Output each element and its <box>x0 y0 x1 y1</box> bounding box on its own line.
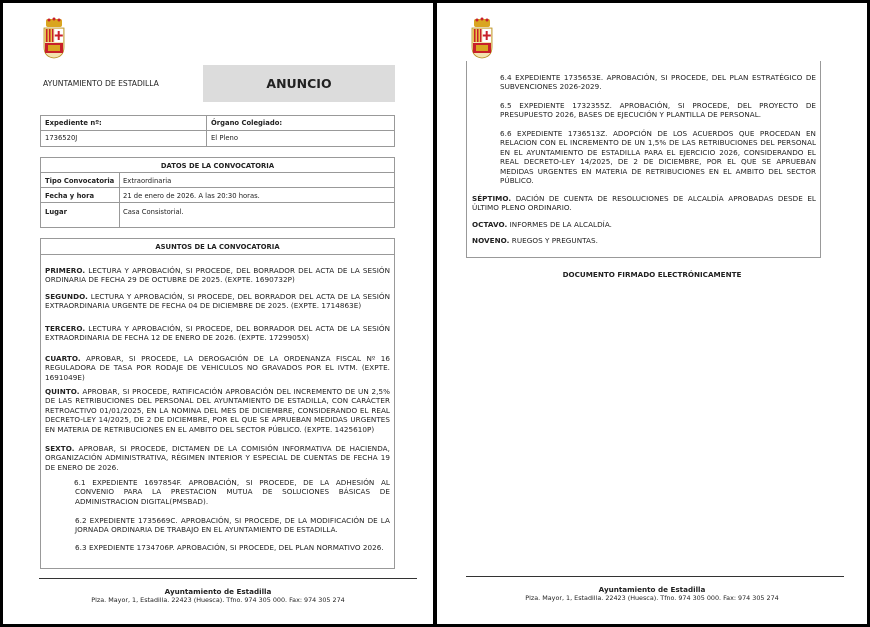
agenda-item <box>472 220 816 229</box>
coat-of-arms-icon <box>469 17 495 59</box>
agenda-item-ordinal: SEGUNDO. <box>45 292 88 301</box>
subitem-text: EXPEDIENTE 1734706P. APROBACIÓN, SI PROCEDE, DEL PLAN NORMATIVO 2026. <box>88 543 384 552</box>
agenda-item-text: LECTURA Y APROBACIÓN, SI PROCEDE, DEL BORRADOR DEL ACTA DE LA SESIÓN ORDINARIA DE FECHA 29 DE OCTUBRE DE 2025. (EXPTE. 1690732P) <box>45 266 391 285</box>
document-page-2 <box>437 3 867 624</box>
subitem-text: EXPEDIENTE 1697854F. APROBACIÓN, SI PROCEDE, DE LA ADHESIÓN AL CONVENIO PARA LA PRESTACION MUTUA DE SOLUCIONES BÁSICAS DE ADMINISTRACION DIGITAL(PMSBAD). <box>75 478 390 506</box>
agenda-subitem <box>500 129 816 185</box>
subitem-text: EXPEDIENTE 1735669C. APROBACIÓN, SI PROCEDE, DE LA MODIFICACIÓN DE LA JORNADA ORDINARIA DE TRABAJO EN EL AYUNTAMIENTO DE ESTADILLA. <box>75 516 390 535</box>
agenda-item-ordinal: TERCERO. <box>45 324 86 333</box>
agenda-item-ordinal: NOVENO. <box>472 236 510 245</box>
datos-title: DATOS DE LA CONVOCATORIA <box>160 162 275 170</box>
agenda-item <box>45 354 390 382</box>
subitem-number: 6.4 <box>500 73 512 82</box>
agenda-subitem <box>500 101 816 120</box>
agenda-item <box>472 194 816 213</box>
expediente-label: Expediente nº: <box>45 119 102 127</box>
agenda-item-text: APROBAR, SI PROCEDE, DICTAMEN DE LA COMISIÓN INFORMATIVA DE HACIENDA, ORGANIZACIÓN ADMINISTRATIVA, RÉGIMEN INTERIOR Y ESPECIAL DE CUENTAS DE FECHA 19 DE ENERO DE 2026. <box>45 444 390 472</box>
agenda-item-text: INFORMES DE LA ALCALDÍA. <box>509 220 613 229</box>
subitem-number: 6.2 <box>75 516 87 525</box>
agenda-item-text: RUEGOS Y PREGUNTAS. <box>511 236 598 245</box>
agenda-item-text: APROBAR, SI PROCEDE, LA DEROGACIÓN DE LA ORDENANZA FISCAL Nº 16 REGULADORA DE TASA POR RODAJE DE VEHICULOS NO GRAVADOS POR EL IVTM. (EXPTE. 1691049E) <box>45 354 390 382</box>
datos-row-value: 21 de enero de 2026. A las 20:30 horas. <box>123 192 260 200</box>
agenda-subitem <box>75 516 390 535</box>
subitem-number: 6.6 <box>500 129 512 138</box>
organo-value: El Pleno <box>211 134 238 142</box>
subitem-text: EXPEDIENTE 1735653E. APROBACIÓN, SI PROCEDE, DEL PLAN ESTRATÉGICO DE SUBVENCIONES 2026-2029. <box>500 73 816 92</box>
agenda-item <box>45 266 390 285</box>
agenda-item <box>45 444 390 472</box>
agenda-item <box>45 324 390 343</box>
agenda-subitem <box>500 73 816 92</box>
agenda-item-text: DACIÓN DE CUENTA DE RESOLUCIONES DE ALCALDÍA APROBADAS DESDE EL ÚLTIMO PLENO ORDINARIO. <box>472 194 816 213</box>
subitem-text: EXPEDIENTE 1732355Z. APROBACIÓN, SI PROCEDE, DEL PROYECTO DE PRESUPUESTO 2026, BASES DE EJECUCIÓN Y PLANTILLA DE PERSONAL. <box>500 101 816 120</box>
footer-address: Plza. Mayor, 1, Estadilla. 22423 (Huesca). Tfno. 974 305 000. Fax: 974 305 274 <box>525 594 779 602</box>
signed-notice: DOCUMENTO FIRMADO ELECTRÓNICAMENTE <box>562 270 742 279</box>
datos-row-label: Tipo Convocatoria <box>45 177 115 185</box>
agenda-item-ordinal: CUARTO. <box>45 354 81 363</box>
subitem-text: EXPEDIENTE 1736513Z. ADOPCIÓN DE LOS ACUERDOS QUE PROCEDAN EN RELACION CON EL INCREMENTO DE UN 1,5% DE LAS RETRIBUCIONES DEL PERSONAL EN EL AYUNTAMIENTO DE ESTADILLA PARA EL EJERCICIO 2026, CONSIDERANDO EL REAL DECRETO-LEY 14/2025, DE 2 DE DICIEMBRE, POR EL QUE SE APRUEBAN MEDIDAS URGENTES EN MATERIA DE RETRIBUCIONES EN EL AMBITO DEL SECTOR PÚBLICO. <box>500 129 816 186</box>
agenda-item-ordinal: QUINTO. <box>45 387 80 396</box>
subitem-number: 6.5 <box>500 101 512 110</box>
datos-row-value: Casa Consistorial. <box>123 208 184 216</box>
asuntos-title: ASUNTOS DE LA CONVOCATORIA <box>155 243 280 251</box>
footer-organization: Ayuntamiento de Estadilla <box>598 585 706 594</box>
subitem-number: 6.3 <box>75 543 87 552</box>
agenda-item-text: LECTURA Y APROBACIÓN, SI PROCEDE, DEL BORRADOR DEL ACTA DE LA SESIÓN EXTRAORDINARIA DE FECHA 12 DE ENERO DE 2026. (EXPTE. 1729905X) <box>45 324 391 343</box>
agenda-item-text: LECTURA Y APROBACIÓN, SI PROCEDE, DEL BORRADOR DEL ACTA DE LA SESIÓN EXTRAORDINARIA URGENTE DE FECHA 04 DE DICIEMBRE DE 2025. (EXPTE. 1714863E) <box>45 292 390 311</box>
datos-row-label: Fecha y hora <box>45 192 95 200</box>
agenda-subitem <box>75 543 390 552</box>
document-page-1 <box>3 3 433 624</box>
agenda-subitem <box>75 478 390 506</box>
datos-row-value: Extraordinaria <box>123 177 172 185</box>
agenda-item <box>45 292 390 311</box>
agenda-item-ordinal: SEXTO. <box>45 444 75 453</box>
agenda-item-text: APROBAR, SI PROCEDE, RATIFICACIÓN APROBACIÓN DEL INCREMENTO DE UN 2,5% DE LAS RETRIBUCIONES DEL PERSONAL DEL AYUNTAMIENTO DE ESTADILLA, CON CARÁCTER RETROACTIVO 01/01/2025, EN LA NOMINA DEL MES DE DICIEMBRE, CONSIDERANDO EL REAL DECRETO-LEY 14/2025, DE 2 DE DICIEMBRE, POR EL QUE SE APRUEBAN MEDIDAS URGENTES EN MATERIA DE RETRIBUCIONES EN EL AMBITO DEL SECTOR PÚBLICO. (EXPTE. 1425610P) <box>45 387 390 434</box>
agenda-item-ordinal: PRIMERO. <box>45 266 86 275</box>
document-title: ANUNCIO <box>203 65 395 102</box>
coat-of-arms-icon <box>41 17 67 59</box>
datos-row-label: Lugar <box>45 208 67 216</box>
agenda-item <box>472 236 816 245</box>
subitem-number: 6.1 <box>74 478 86 487</box>
agenda-item-ordinal: OCTAVO. <box>472 220 508 229</box>
organo-label: Órgano Colegiado: <box>211 119 283 127</box>
agenda-item-ordinal: SÉPTIMO. <box>472 194 512 203</box>
agenda-item <box>45 387 390 434</box>
footer-organization: Ayuntamiento de Estadilla <box>164 587 272 596</box>
footer-address: Plza. Mayor, 1, Estadilla. 22423 (Huesca). Tfno. 974 305 000. Fax: 974 305 274 <box>91 596 345 604</box>
expediente-value: 1736520J <box>45 134 78 142</box>
organization-name: AYUNTAMIENTO DE ESTADILLA <box>43 79 159 88</box>
